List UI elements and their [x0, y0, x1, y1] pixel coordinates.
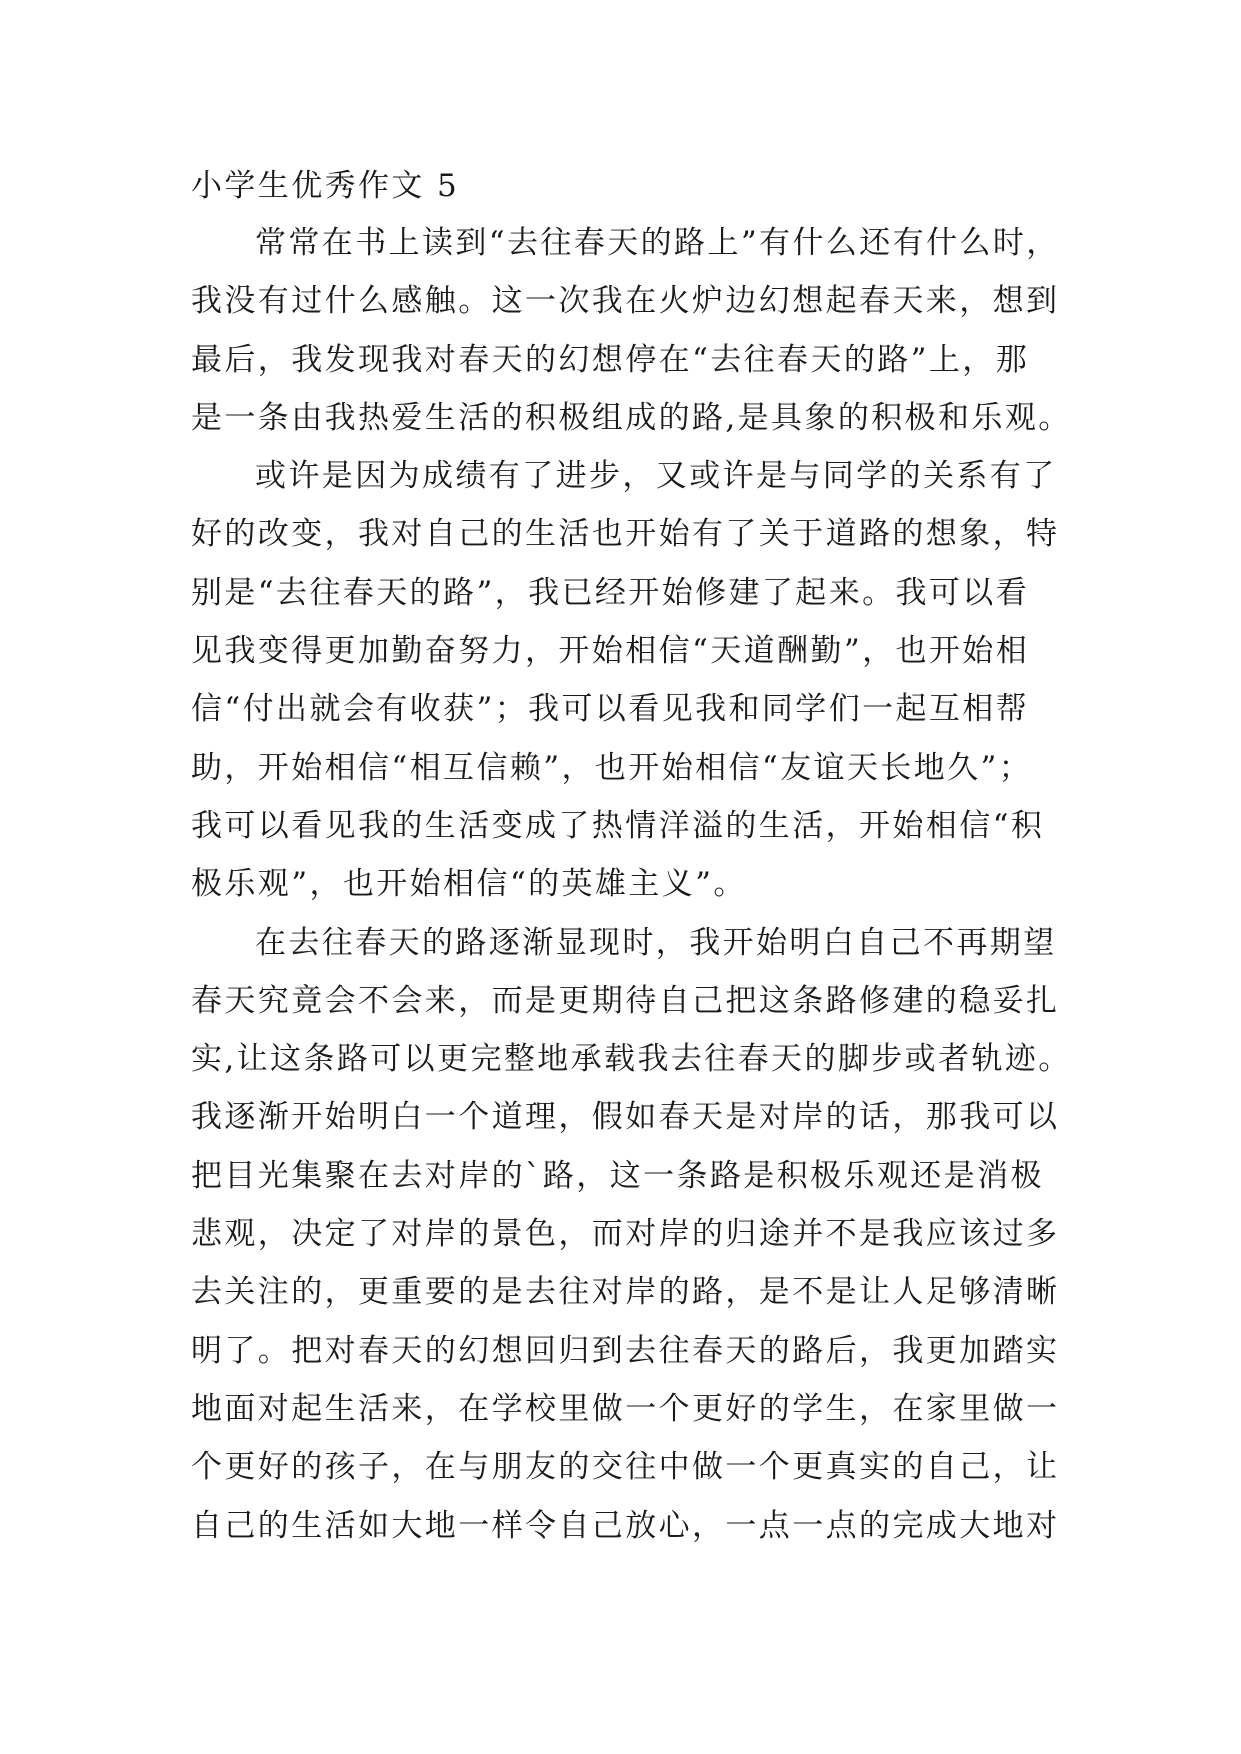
paragraph-1	[191, 214, 1071, 447]
text-line: 别是“去往春天的路”，我已经开始修建了起来。我可以看	[191, 574, 1030, 611]
text-line: 自己的生活如大地一样令自己放心，一点一点的完成大地对	[191, 1507, 1060, 1544]
paragraph-2	[191, 447, 1071, 913]
text-line: 是一条由我热爱生活的积极组成的路,是具象的积极和乐观。	[191, 399, 1072, 436]
document-body	[191, 158, 1071, 1555]
text-line: 或许是因为成绩有了进步，又或许是与同学的关系有了	[255, 458, 1057, 495]
text-line: 实,让这条路可以更完整地承载我去往春天的脚步或者轨迹。	[191, 1041, 1072, 1078]
text-line: 在去往春天的路逐渐显现时，我开始明白自己不再期望	[255, 924, 1057, 961]
text-line: 个更好的孩子，在与朋友的交往中做一个更真实的自己，让	[191, 1449, 1060, 1486]
text-line: 好的改变，我对自己的生活也开始有了关于道路的想象，特	[191, 516, 1060, 553]
text-line: 悲观，决定了对岸的景色，而对岸的归途并不是我应该过多	[191, 1216, 1060, 1253]
document-title: 小学生优秀作文 5	[191, 168, 460, 204]
paragraph-3	[191, 914, 1071, 1555]
text-line: 信“付出就会有收获”；我可以看见我和同学们一起互相帮	[191, 691, 1030, 728]
text-line: 明了。把对春天的幻想回归到去往春天的路后，我更加踏实	[191, 1332, 1060, 1369]
text-line: 最后，我发现我对春天的幻想停在“去往春天的路”上，那	[191, 341, 1030, 378]
text-line: 常常在书上读到“去往春天的路上”有什么还有什么时，	[255, 225, 1060, 261]
text-line: 极乐观”，也开始相信“的英雄主义”。	[191, 866, 747, 903]
text-line: 春天究竟会不会来，而是更期待自己把这条路修建的稳妥扎	[191, 982, 1060, 1019]
text-line: 把目光集聚在去对岸的`路，这一条路是积极乐观还是消极	[191, 1157, 1044, 1194]
text-line: 去关注的，更重要的是去往对岸的路，是不是让人足够清晰	[191, 1274, 1060, 1311]
text-line: 我逐渐开始明白一个道理，假如春天是对岸的话，那我可以	[191, 1099, 1060, 1136]
text-line: 助，开始相信“相互信赖”，也开始相信“友谊天长地久”；	[191, 749, 1033, 786]
text-line: 见我变得更加勤奋努力，开始相信“天道酬勤”，也开始相	[191, 633, 1030, 670]
text-line: 我没有过什么感触。这一次我在火炉边幻想起春天来，想到	[191, 283, 1060, 320]
text-line: 地面对起生活来，在学校里做一个更好的学生，在家里做一	[191, 1390, 1060, 1427]
text-line: 我可以看见我的生活变成了热情洋溢的生活，开始相信“积	[191, 807, 1045, 844]
